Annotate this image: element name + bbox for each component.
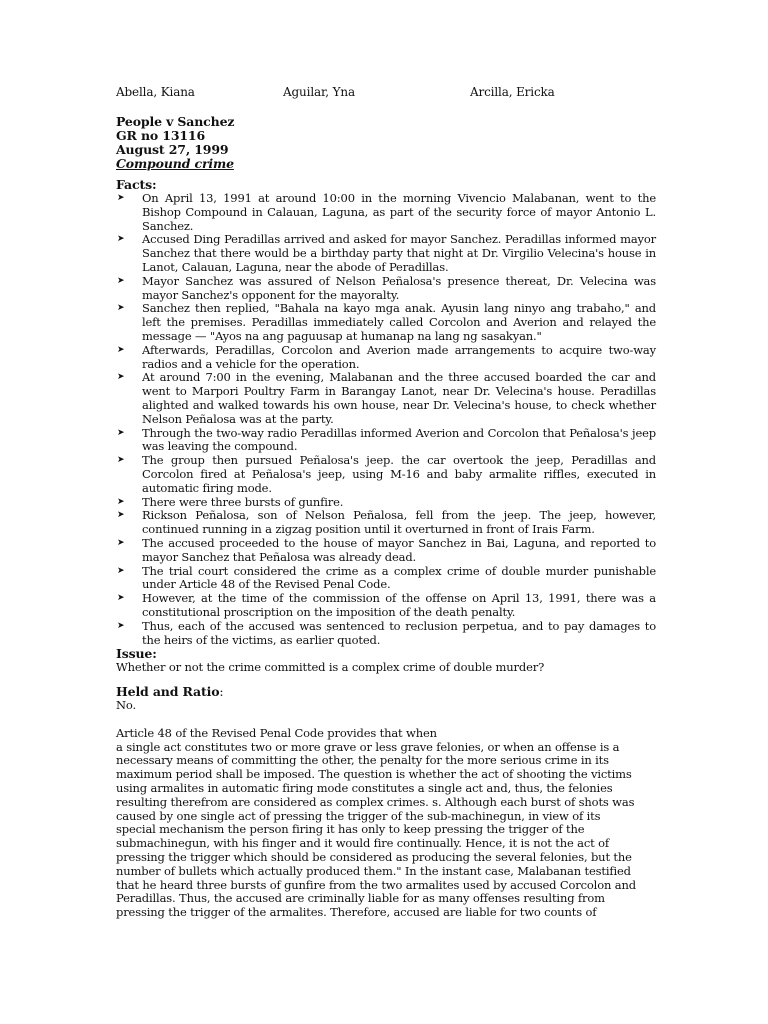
- fact-text: At around 7:00 in the evening, Malabanan and the three accused boarded the car and went to Marpori Poultry Farm in Barangay Lanot, near Dr. Velecina's house. Peradillas alighted and walked towards his own house, near Dr. Velecina's house, to check whether Nelson Peñalosa was at the party.: [142, 370, 656, 426]
- fact-text: Sanchez then replied, "Bahala na kayo mga anak. Ayusin lang ninyo ang trabaho," and left the premises. Peradillas immediately called Corcolon and Averion and relayed the message — "Ayos na ang paguusap at humanap na lang ng sasakyan.": [142, 301, 656, 343]
- document-page: [116, 86, 656, 920]
- fact-text: Accused Ding Peradillas arrived and asked for mayor Sanchez. Peradillas informed mayor Sanchez that there would be a birthday party that night at Dr. Virgilio Velecina's house in Lanot, Calauan, Laguna, near the abode of Peradillas.: [142, 232, 656, 274]
- case-gr-number: GR no 13116: [116, 128, 206, 143]
- author-name: Arcilla, Ericka: [470, 85, 555, 99]
- held-heading-text: Held and Ratio: [116, 684, 220, 700]
- fact-text: There were three bursts of gunfire.: [142, 494, 344, 509]
- ratio-line: Article 48 of the Revised Penal Code provides that when: [116, 725, 437, 740]
- ratio-line: using armalites in automatic firing mode constitutes a single act and, thus, the felonies: [116, 781, 613, 796]
- bullet-arrow-icon: ➤: [117, 275, 125, 286]
- ratio-line: submachinegun, with his finger and it would fire continually. Hence, it is not the act of: [116, 836, 610, 851]
- ratio-line: a single act constitutes two or more grave or less grave felonies, or when an offense is a: [116, 739, 620, 754]
- fact-item: [116, 620, 656, 648]
- fact-item: [116, 371, 656, 426]
- fact-text: However, at the time of the commission of the offense on April 13, 1991, there was a constitutional proscription on the imposition of the death penalty.: [142, 591, 656, 619]
- fact-text: The group then pursued Peñalosa's jeep. the car overtook the jeep, Peradillas and Corcolon fired at Peñalosa's jeep, using M-16 and baby armalite riffles, executed in automatic firing mode.: [142, 453, 656, 495]
- author-list: [116, 86, 656, 102]
- fact-text: Afterwards, Peradillas, Corcolon and Averion made arrangements to acquire two-way radios and a vehicle for the operation.: [142, 342, 656, 371]
- ratio-line: number of bullets which actually produced them." In the instant case, Malabanan testified: [116, 863, 631, 878]
- fact-text: Rickson Peñalosa, son of Nelson Peñalosa, fell from the jeep. The jeep, however, continued running in a zigzag position until it overturned in front of Irais Farm.: [142, 508, 656, 537]
- issue-heading: Issue:: [116, 646, 157, 662]
- fact-text: The trial court considered the crime as a complex crime of double murder punishable under Article 48 of the Revised Penal Code.: [142, 563, 656, 592]
- fact-item: [116, 344, 656, 372]
- bullet-arrow-icon: ➤: [117, 193, 125, 203]
- ratio-line: resulting therefrom are considered as complex crimes. s. Although each burst of shots was: [116, 794, 635, 809]
- fact-text: The accused proceeded to the house of mayor Sanchez in Bai, Laguna, and reported to mayor Sanchez that Peñalosa was already dead.: [142, 535, 656, 564]
- facts-list: [116, 192, 656, 647]
- ratio-line: Peradillas. Thus, the accused are criminally liable for as many offenses resulting from: [116, 891, 605, 906]
- fact-item: [116, 537, 656, 565]
- fact-item: [116, 192, 656, 233]
- ratio-line: maximum period shall be imposed. The question is whether the act of shooting the victims: [116, 767, 632, 782]
- bullet-arrow-icon: ➤: [117, 496, 125, 507]
- bullet-arrow-icon: ➤: [117, 303, 125, 314]
- held-answer: No.: [116, 698, 136, 713]
- case-topic: Compound crime: [116, 156, 234, 171]
- fact-item: [116, 565, 656, 593]
- bullet-arrow-icon: ➤: [117, 565, 125, 576]
- bullet-arrow-icon: ➤: [117, 510, 125, 521]
- bullet-arrow-icon: ➤: [117, 372, 125, 383]
- fact-item: [116, 233, 656, 274]
- bullet-arrow-icon: ➤: [117, 234, 125, 245]
- fact-item: [116, 427, 656, 455]
- bullet-arrow-icon: ➤: [117, 593, 125, 604]
- bullet-arrow-icon: ➤: [117, 427, 125, 438]
- bullet-arrow-icon: ➤: [117, 537, 125, 548]
- fact-text: Through the two-way radio Peradillas informed Averion and Corcolon that Peñalosa's jeep was leaving the compound.: [142, 425, 656, 454]
- fact-item: [116, 592, 656, 620]
- ratio-line: caused by one single act of pressing the trigger of the sub-machinegun, in view of its: [116, 808, 601, 823]
- ratio-line: necessary means of committing the other, the penalty for the more serious crime in its: [116, 753, 609, 768]
- ratio-line: that he heard three bursts of gunfire from the two armalites used by accused Corcolon and: [116, 877, 636, 892]
- issue-text: Whether or not the crime committed is a complex crime of double murder?: [116, 660, 545, 675]
- author-name: Abella, Kiana: [116, 85, 195, 99]
- fact-item: [116, 302, 656, 343]
- ratio-line: pressing the trigger which should be considered as producing the several felonies, but the: [116, 850, 632, 865]
- fact-text: Mayor Sanchez was assured of Nelson Peñalosa's presence thereat, Dr. Velecina was mayor Sanchez's opponent for the mayoralty.: [142, 273, 656, 302]
- case-title: People v Sanchez: [116, 114, 235, 129]
- fact-item: [116, 454, 656, 495]
- ratio-line: pressing the trigger of the armalites. Therefore, accused are liable for two counts of: [116, 905, 597, 920]
- author-name: Aguilar, Yna: [283, 85, 355, 99]
- facts-heading: Facts:: [116, 177, 157, 192]
- ratio-paragraph: [116, 727, 656, 920]
- fact-text: Thus, each of the accused was sentenced to reclusion perpetua, and to pay damages to the heirs of the victims, as earlier quoted.: [142, 618, 656, 647]
- held-heading-colon: :: [219, 684, 224, 700]
- fact-item: [116, 509, 656, 537]
- case-date: August 27, 1999: [116, 142, 229, 157]
- fact-text: On April 13, 1991 at around 10:00 in the morning Vivencio Malabanan, went to the Bishop Compound in Calauan, Laguna, as part of the security force of mayor Antonio L. Sanchez.: [142, 191, 656, 233]
- ratio-line: special mechanism the person firing it has only to keep pressing the trigger of the: [116, 822, 585, 837]
- bullet-arrow-icon: ➤: [117, 620, 125, 631]
- fact-item: [116, 496, 656, 510]
- bullet-arrow-icon: ➤: [117, 344, 125, 355]
- held-heading: [116, 685, 656, 699]
- bullet-arrow-icon: ➤: [117, 455, 125, 466]
- fact-item: [116, 275, 656, 303]
